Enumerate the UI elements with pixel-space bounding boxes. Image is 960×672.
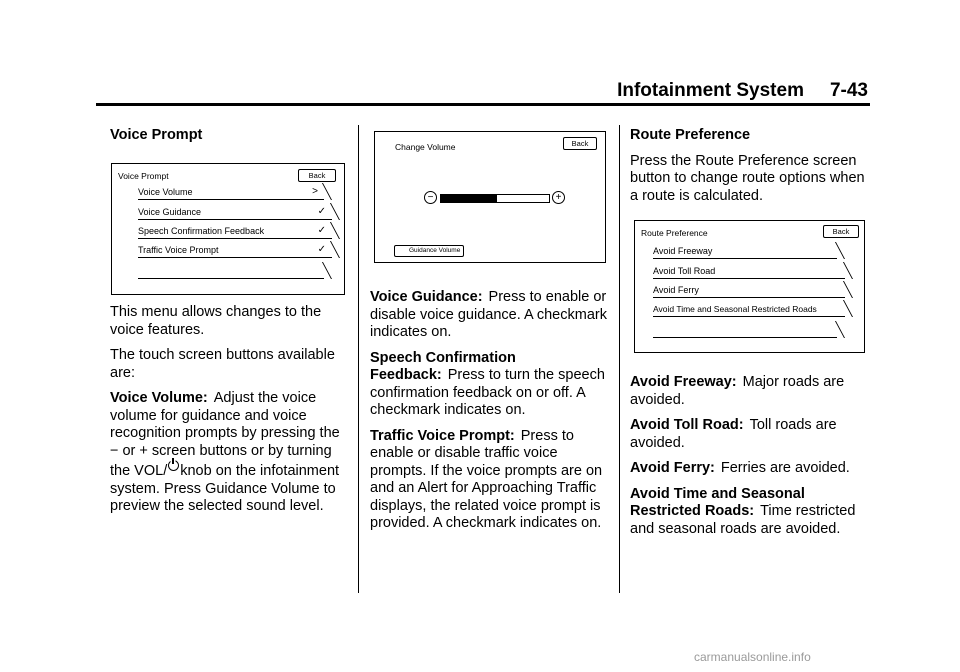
row-label: Avoid Freeway [653,246,713,256]
row-label: Avoid Ferry [653,285,699,295]
screen-title: Route Preference [641,228,708,238]
menu-row-avoid-freeway[interactable] [653,243,837,259]
row-label: Traffic Voice Prompt [138,245,219,255]
power-knob-icon [168,460,179,471]
term-label: Voice Volume: [110,390,208,406]
plus-button[interactable]: + [552,191,565,204]
voice-volume-description: Voice Volume: Adjust the voice volume for guidance and voice recognition prompts by pressing the − or + screen buttons or by turning the VOL/ knob on the infotainment system. Press Guidance Volume to preview the selected sound level. [110,390,340,514]
menu-row-speech-confirmation[interactable] [138,223,332,239]
term-label: Avoid Toll Road: [630,417,744,433]
column-1 [110,127,350,153]
checkmark-icon: ✓ [317,225,326,236]
menu-row-empty [138,263,324,279]
volume-slider[interactable] [440,194,550,203]
term-label: Speech Confirmation Feedback: [370,349,516,383]
minus-button[interactable]: − [424,191,437,204]
screen-title: Change Volume [395,142,456,152]
menu-row-avoid-ferry[interactable] [653,282,845,298]
avoid-toll-road-description: Avoid Toll Road: Toll roads are avoided. [630,417,837,451]
speech-confirmation-description: Speech Confirmation Feedback: Press to turn the speech confirmation feedback on or off. A checkmark indicates on. [370,349,605,418]
back-button[interactable]: Back [563,137,597,150]
voice-prompt-screen [111,163,345,295]
menu-row-voice-guidance[interactable] [138,204,332,220]
guidance-volume-button[interactable]: Guidance Volume [394,245,464,257]
paragraph: This menu allows changes to the voice features. [110,304,322,338]
term-label: Avoid Freeway: [630,374,737,390]
section-title: Infotainment System [617,80,804,101]
column-divider-2 [619,125,620,593]
row-label: Speech Confirmation Feedback [138,226,265,236]
row-label: Voice Guidance [138,207,202,217]
screen-title: Voice Prompt [118,171,169,181]
watermark: carmanualsonline.info [694,650,811,664]
column-3-text-top [630,127,868,213]
row-label: Voice Volume [138,187,193,197]
header-rule [96,103,870,106]
avoid-ferry-description: Avoid Ferry: Ferries are avoided. [630,460,850,476]
paragraph: The touch screen buttons available are: [110,347,335,381]
back-button[interactable]: Back [298,169,336,182]
volume-fill [441,195,497,202]
term-label: Avoid Time and Seasonal Restricted Roads: [630,485,805,519]
route-preference-screen [634,220,865,353]
menu-row-avoid-seasonal-roads[interactable] [653,301,845,317]
chevron-right-icon: > [312,186,318,197]
term-label: Voice Guidance: [370,289,483,305]
menu-row-voice-volume[interactable] [138,184,324,200]
change-volume-screen [374,131,606,263]
menu-row-empty [653,322,837,338]
page-header [560,80,868,102]
term-label: Avoid Ferry: [630,460,715,476]
column-2-text [370,289,610,541]
menu-row-traffic-voice-prompt[interactable] [138,242,332,258]
page-number: 7-43 [829,80,868,101]
column-1-text [110,304,350,524]
row-label: Avoid Toll Road [653,266,716,276]
avoid-seasonal-description: Avoid Time and Seasonal Restricted Roads: Time restricted and seasonal roads are avoided. [630,485,856,537]
voice-guidance-description: Voice Guidance: Press to enable or disable voice guidance. A checkmark indicates on. [370,289,607,340]
voice-prompt-heading: Voice Prompt [110,127,203,143]
route-preference-heading: Route Preference [630,127,751,143]
avoid-freeway-description: Avoid Freeway: Major roads are avoided. [630,374,845,408]
term-label: Traffic Voice Prompt: [370,427,515,444]
column-3-text-bottom [630,374,868,546]
paragraph: Press the Route Preference screen button to change route options when a route is calculated. [630,152,865,204]
checkmark-icon: ✓ [317,206,326,217]
traffic-voice-prompt-description: Traffic Voice Prompt: Press to enable or disable traffic voice prompts. If the voice prompts are on and an Alert for Approaching Traffic displays, the related voice prompt is provided. A checkmark indicates on. [370,427,603,531]
column-divider-1 [358,125,359,593]
menu-row-avoid-toll-road[interactable] [653,263,845,279]
row-label: Avoid Time and Seasonal Restricted Roads [653,304,817,314]
back-button[interactable]: Back [823,225,859,238]
checkmark-icon: ✓ [317,244,326,255]
